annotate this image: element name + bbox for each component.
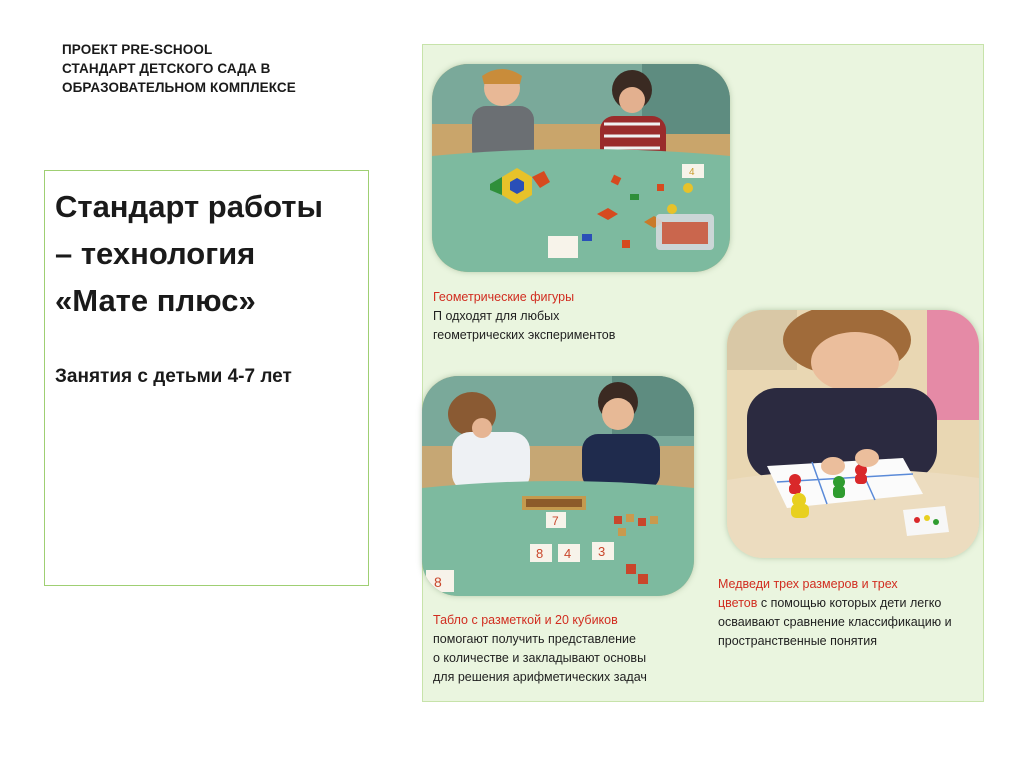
photo2-card-3: 4: [564, 546, 572, 561]
header-line-1: ПРОЕКТ PRE-SCHOOL: [62, 42, 213, 57]
photo-bears: [727, 310, 979, 558]
title-line-1: Стандарт работы: [55, 189, 323, 224]
photo2-card-4: 3: [598, 544, 606, 559]
caption-3-line-4: пространственные понятия: [718, 634, 877, 648]
caption-3-title-line-2: цветов: [718, 596, 758, 610]
title-box: [44, 170, 369, 586]
caption-3-line-3: осваивают сравнение классификацию и: [718, 615, 952, 629]
photo2-card-5: 8: [434, 574, 442, 590]
caption-3-rest-line-2: с помощью которых дети легко: [757, 596, 942, 610]
photo-geometric-shapes: [432, 64, 730, 272]
caption-2-title: Табло с разметкой и 20 кубиков: [433, 613, 618, 627]
caption-3-title-line-1: Медведи трех размеров и трех: [718, 577, 898, 591]
caption-2-line-2: о количестве и закладывают основы: [433, 651, 647, 665]
caption-1-line-2: геометрических экспериментов: [433, 328, 616, 342]
project-header: [62, 40, 382, 97]
photo-board-cubes: [422, 376, 694, 596]
photo1-card-number: 4: [689, 167, 695, 178]
header-line-3: ОБРАЗОВАТЕЛЬНОМ КОМПЛЕКСЕ: [62, 80, 296, 95]
caption-board-cubes: [433, 611, 693, 687]
title-subtitle: Занятия с детьми 4-7 лет: [55, 366, 292, 387]
caption-2-line-3: для решения арифметических задач: [433, 670, 647, 684]
caption-1-line-1: П одходят для любых: [433, 309, 560, 323]
photo2-card-2: 8: [536, 546, 544, 561]
photo2-card-1: 7: [552, 514, 559, 528]
caption-geometric-shapes: [433, 288, 733, 345]
title-line-2: – технология: [55, 236, 256, 271]
caption-1-title: Геометрические фигуры: [433, 290, 575, 304]
title-line-3: «Мате плюс»: [55, 283, 256, 318]
header-line-2: СТАНДАРТ ДЕТСКОГО САДА В: [62, 61, 271, 76]
caption-bears: [718, 575, 988, 651]
caption-2-line-1: помогают получить представление: [433, 632, 636, 646]
